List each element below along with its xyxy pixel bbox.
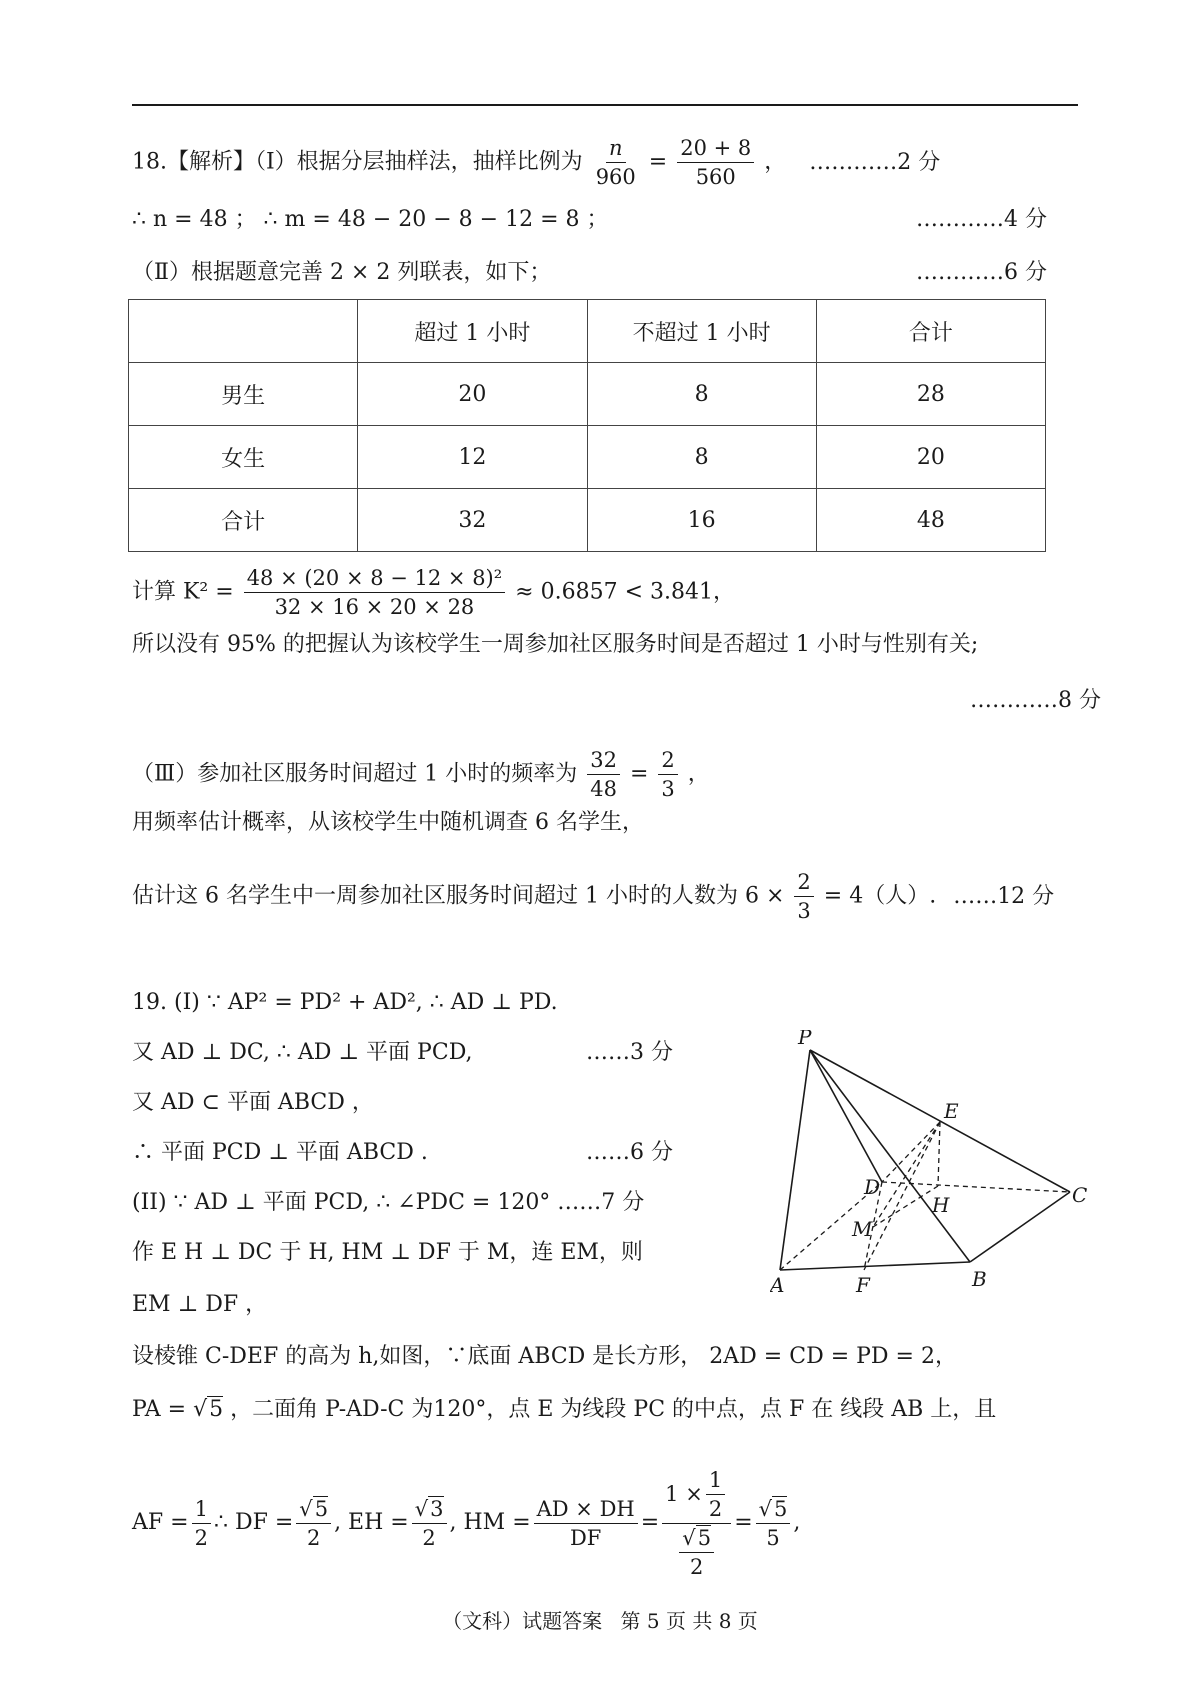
footer-subject: （文科）试题答案 bbox=[442, 1609, 603, 1633]
table-cell: 8 bbox=[587, 363, 816, 426]
fraction-32-over-48: $\frac{32}{48}$ bbox=[587, 748, 620, 801]
score-mark: …………4 分 bbox=[916, 207, 1047, 232]
table-row bbox=[129, 426, 1046, 489]
k-squared-fraction: $\frac{\text{48 × (20 × 8 − 12 × 8)²}}{32 \times 16 \times 20 \times 28}$ bbox=[244, 566, 505, 619]
fraction-2-over-3: $\frac{2}{3}$ bbox=[658, 748, 677, 801]
q18-line-1: 18.【解析】（Ⅰ）根据分层抽样法，抽样比例为 $\frac{n}{960}$ = $\frac{20 + 8}{560}$ ， …………2 分 bbox=[132, 136, 941, 189]
score-mark: ……12 分 bbox=[953, 883, 1055, 909]
fraction-af: $\frac{1}{2}$ bbox=[192, 1497, 211, 1550]
table-cell: 合计 bbox=[129, 489, 358, 552]
q19-line-4: ∴ 平面 PCD ⊥ 平面 ABCD . bbox=[132, 1140, 428, 1165]
contingency-table bbox=[128, 299, 1046, 552]
fraction-sqrt5-over-2: $\frac{√5}{2}$ bbox=[679, 1526, 714, 1579]
k-squared-formula: 计算 K² = $\frac{\text{48 × (20 × 8 − 12 × 8)²}}{32 \times 16 \times 20 \times 28}$ ≈ 0.6857 < 3.841， bbox=[132, 566, 735, 619]
label-a: A bbox=[770, 1273, 785, 1297]
score-mark: ……6 分 bbox=[586, 1140, 673, 1165]
table-cell bbox=[129, 300, 358, 363]
q19-line-2: 又 AD ⊥ DC, ∴ AD ⊥ 平面 PCD, bbox=[132, 1040, 473, 1065]
fraction-2-over-3: $\frac{2}{3}$ bbox=[794, 870, 813, 923]
score-mark: …………8 分 bbox=[970, 688, 1101, 713]
q18-intro: 18.【解析】（Ⅰ）根据分层抽样法，抽样比例为 bbox=[132, 149, 583, 175]
q19-line-7: EM ⊥ DF ， bbox=[132, 1292, 268, 1317]
table-cell: 32 bbox=[358, 489, 587, 552]
segment-ed bbox=[882, 1122, 940, 1182]
label-d: D bbox=[864, 1175, 881, 1199]
segment-eh bbox=[938, 1122, 940, 1186]
fraction-half: $\frac{1}{2}$ bbox=[706, 1468, 725, 1521]
q19-line-6: 作 E H ⊥ DC 于 H, HM ⊥ DF 于 M，连 EM，则 bbox=[132, 1240, 643, 1265]
pyramid-figure bbox=[770, 1030, 1090, 1310]
q19-line-10: AF = $\frac{1}{2}$ ∴ DF = $\frac{√5}{2}$ , EH = $\frac{√3}{2}$ , HM = $\frac{AD \times DH}{DF}$ = 1 × $\frac{1}{2}$ $\frac{√5}{2}$ = $\frac{√5}{5}$ , bbox=[132, 1467, 801, 1579]
footer-page-number: 第 5 页 共 8 页 bbox=[620, 1609, 758, 1633]
table-cell: 女生 bbox=[129, 426, 358, 489]
q18-line-2: ∴ n = 48 ； ∴ m = 48 − 20 − 8 − 12 = 8 ； bbox=[132, 207, 609, 232]
table-header-row bbox=[129, 300, 1046, 363]
fraction-n-over-960: $\frac{n}{960}$ bbox=[595, 136, 636, 189]
table-cell: 20 bbox=[816, 426, 1045, 489]
label-h: H bbox=[932, 1193, 950, 1217]
q19-line-1: 19. (I) ∵ AP² = PD² + AD², ∴ AD ⊥ PD. bbox=[132, 990, 558, 1015]
table-cell: 不超过 1 小时 bbox=[587, 300, 816, 363]
edge-ab bbox=[780, 1262, 970, 1270]
table-cell: 28 bbox=[816, 363, 1045, 426]
q19-line-8: 设棱锥 C-DEF 的高为 h,如图，∵底面 ABCD 是长方形， 2AD = CD = PD = 2， bbox=[132, 1344, 957, 1369]
label-m: M bbox=[852, 1217, 873, 1241]
label-b: B bbox=[972, 1267, 987, 1291]
fraction-result: $\frac{√5}{5}$ bbox=[756, 1497, 791, 1550]
edge-bc bbox=[970, 1192, 1070, 1262]
fraction-28-over-560: $\frac{20 + 8}{560}$ bbox=[677, 136, 754, 189]
q19-line-5: (II) ∵ AD ⊥ 平面 PCD, ∴ ∠PDC = 120° ……7 分 bbox=[132, 1190, 645, 1215]
fraction-complex: 1 × $\frac{1}{2}$ $\frac{√5}{2}$ bbox=[662, 1468, 731, 1579]
table-cell: 男生 bbox=[129, 363, 358, 426]
score-mark: ……3 分 bbox=[586, 1040, 673, 1065]
q18-part3-line-1: （Ⅲ）参加社区服务时间超过 1 小时的频率为 $\frac{32}{48}$ = $\frac{2}{3}$ ， bbox=[132, 748, 710, 801]
q18-part3-line-2: 用频率估计概率，从该校学生中随机调查 6 名学生， bbox=[132, 810, 644, 835]
q18-line-3: （Ⅱ）根据题意完善 2 × 2 列联表，如下； bbox=[132, 260, 552, 285]
table-cell: 48 bbox=[816, 489, 1045, 552]
score-mark: …………6 分 bbox=[916, 260, 1047, 285]
table-cell: 12 bbox=[358, 426, 587, 489]
q18-conclusion: 所以没有 95% 的把握认为该校学生一周参加社区服务时间是否超过 1 小时与性别有关; bbox=[132, 632, 979, 657]
table-row bbox=[129, 489, 1046, 552]
table-cell: 超过 1 小时 bbox=[358, 300, 587, 363]
label-c: C bbox=[1072, 1183, 1088, 1207]
edge-dc bbox=[882, 1182, 1070, 1192]
edge-pa bbox=[780, 1050, 810, 1270]
page-footer bbox=[0, 1605, 1200, 1634]
table-cell: 16 bbox=[587, 489, 816, 552]
score-mark: …………2 分 bbox=[809, 149, 941, 175]
table-cell: 20 bbox=[358, 363, 587, 426]
top-rule bbox=[132, 104, 1078, 106]
table-cell: 8 bbox=[587, 426, 816, 489]
table-cell: 合计 bbox=[816, 300, 1045, 363]
q18-part3-line-3: 估计这 6 名学生中一周参加社区服务时间超过 1 小时的人数为 6 × $\frac{2}{3}$ = 4（人）. ……12 分 bbox=[132, 870, 1055, 923]
table-row bbox=[129, 363, 1046, 426]
q19-line-9: PA = √5 ，二面角 P-AD-C 为120°，点 E 为线段 PC 的中点，点 F 在 线段 AB 上，且 bbox=[132, 1397, 997, 1422]
fraction-hm: $\frac{AD \times DH}{DF}$ bbox=[534, 1497, 638, 1550]
segment-em bbox=[873, 1122, 940, 1227]
q19-line-3: 又 AD ⊂ 平面 ABCD ， bbox=[132, 1090, 374, 1115]
label-f: F bbox=[856, 1273, 870, 1297]
fraction-eh: $\frac{√3}{2}$ bbox=[412, 1497, 447, 1550]
fraction-df: $\frac{√5}{2}$ bbox=[296, 1497, 331, 1550]
label-p: P bbox=[798, 1030, 812, 1049]
label-e: E bbox=[944, 1099, 959, 1123]
edge-pb bbox=[810, 1050, 970, 1262]
